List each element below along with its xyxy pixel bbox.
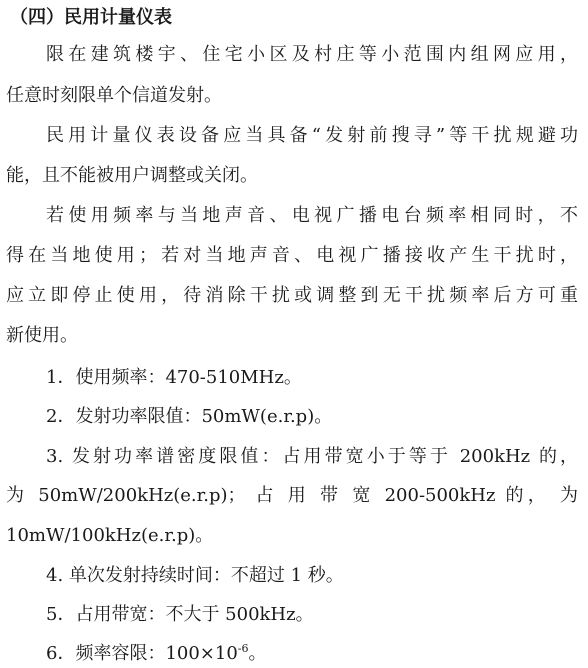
section-heading: （四）民用计量仪表 xyxy=(10,7,172,28)
list-item-6 xyxy=(0,640,588,668)
paragraph-3-line-2: 得在当地使用；若对当地声音、电视广播接收产生干扰时， xyxy=(6,245,578,266)
list-item-2: 2．发射功率限值：50mW(e.r.p)。 xyxy=(46,406,333,427)
paragraph-1-line-1: 限在建筑楼宇、住宅小区及村庄等小范围内组网应用， xyxy=(46,44,578,65)
list-item-3-line-3: 10mW/100kHz(e.r.p)。 xyxy=(6,525,214,546)
list-item-4: 4. 单次发射持续时间：不超过 1 秒。 xyxy=(46,565,344,586)
paragraph-2-line-1: 民用计量仪表设备应当具备“发射前搜寻”等干扰规避功 xyxy=(46,125,578,146)
list-item-6-text: 6．频率容限：100×10 xyxy=(46,643,238,664)
list-item-6-exponent: -6 xyxy=(237,642,249,655)
list-item-5: 5．占用带宽：不大于 500kHz。 xyxy=(46,604,314,625)
paragraph-3-line-3: 应立即停止使用，待消除干扰或调整到无干扰频率后方可重 xyxy=(6,285,578,306)
paragraph-2-line-2: 能，且不能被用户调整或关闭。 xyxy=(6,165,258,186)
paragraph-1-line-2: 任意时刻限单个信道发射。 xyxy=(6,85,222,106)
list-item-3-line-2: 为 50mW/200kHz(e.r.p)； 占 用 带 宽 200-500kHz 的， 为 xyxy=(6,485,578,506)
paragraph-3-line-4: 新使用。 xyxy=(6,325,78,346)
list-item-6-tail: 。 xyxy=(248,643,267,664)
paragraph-3-line-1: 若使用频率与当地声音、电视广播电台频率相同时，不 xyxy=(46,205,578,226)
list-item-1: 1．使用频率：470-510MHz。 xyxy=(46,367,302,388)
list-item-3-line-1: 3. 发射功率谱密度限值：占用带宽小于等于 200kHz 的， xyxy=(46,446,578,467)
